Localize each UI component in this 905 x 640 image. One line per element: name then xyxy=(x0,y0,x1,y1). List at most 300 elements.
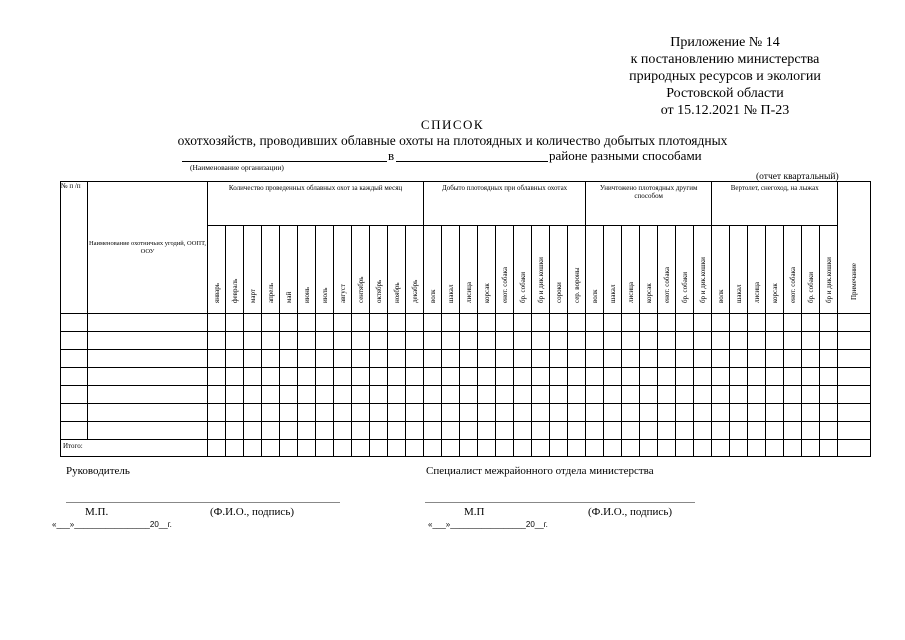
table-cell[interactable] xyxy=(316,350,334,368)
table-cell[interactable] xyxy=(478,332,496,350)
table-cell[interactable] xyxy=(514,314,532,332)
table-cell[interactable] xyxy=(532,404,550,422)
table-cell[interactable] xyxy=(568,332,586,350)
table-cell[interactable] xyxy=(88,332,208,350)
table-cell[interactable] xyxy=(730,314,748,332)
table-cell[interactable] xyxy=(730,386,748,404)
total-cell[interactable] xyxy=(586,440,604,457)
table-cell[interactable] xyxy=(244,386,262,404)
table-cell[interactable] xyxy=(622,404,640,422)
table-cell[interactable] xyxy=(550,314,568,332)
table-cell[interactable] xyxy=(388,422,406,440)
table-cell[interactable] xyxy=(838,368,871,386)
table-cell[interactable] xyxy=(694,314,712,332)
table-cell[interactable] xyxy=(586,332,604,350)
table-cell[interactable] xyxy=(766,332,784,350)
table-cell[interactable] xyxy=(712,350,730,368)
total-cell[interactable] xyxy=(550,440,568,457)
total-cell[interactable] xyxy=(622,440,640,457)
district-blank[interactable] xyxy=(396,161,548,162)
table-cell[interactable] xyxy=(586,350,604,368)
table-cell[interactable] xyxy=(748,332,766,350)
table-cell[interactable] xyxy=(604,422,622,440)
table-cell[interactable] xyxy=(550,368,568,386)
table-cell[interactable] xyxy=(208,404,226,422)
table-cell[interactable] xyxy=(442,332,460,350)
table-cell[interactable] xyxy=(460,332,478,350)
total-cell[interactable] xyxy=(442,440,460,457)
total-cell[interactable] xyxy=(262,440,280,457)
table-cell[interactable] xyxy=(424,368,442,386)
table-cell[interactable] xyxy=(298,386,316,404)
total-cell[interactable] xyxy=(352,440,370,457)
table-cell[interactable] xyxy=(406,314,424,332)
table-cell[interactable] xyxy=(514,350,532,368)
total-cell[interactable] xyxy=(712,440,730,457)
table-cell[interactable] xyxy=(694,350,712,368)
table-cell[interactable] xyxy=(550,386,568,404)
table-cell[interactable] xyxy=(61,314,88,332)
table-cell[interactable] xyxy=(622,422,640,440)
table-cell[interactable] xyxy=(478,350,496,368)
table-cell[interactable] xyxy=(208,368,226,386)
total-cell[interactable] xyxy=(334,440,352,457)
table-cell[interactable] xyxy=(730,332,748,350)
table-cell[interactable] xyxy=(802,368,820,386)
table-cell[interactable] xyxy=(352,422,370,440)
table-cell[interactable] xyxy=(802,386,820,404)
table-cell[interactable] xyxy=(532,368,550,386)
table-cell[interactable] xyxy=(784,350,802,368)
table-cell[interactable] xyxy=(496,386,514,404)
table-cell[interactable] xyxy=(496,422,514,440)
table-cell[interactable] xyxy=(61,422,88,440)
table-cell[interactable] xyxy=(676,368,694,386)
total-cell[interactable] xyxy=(316,440,334,457)
table-cell[interactable] xyxy=(280,404,298,422)
table-cell[interactable] xyxy=(820,332,838,350)
total-cell[interactable] xyxy=(514,440,532,457)
table-cell[interactable] xyxy=(334,332,352,350)
table-cell[interactable] xyxy=(280,422,298,440)
table-cell[interactable] xyxy=(802,314,820,332)
table-cell[interactable] xyxy=(406,368,424,386)
table-cell[interactable] xyxy=(712,386,730,404)
table-cell[interactable] xyxy=(532,350,550,368)
right-signature-line[interactable] xyxy=(425,502,695,503)
table-cell[interactable] xyxy=(838,422,871,440)
table-cell[interactable] xyxy=(208,386,226,404)
table-cell[interactable] xyxy=(424,314,442,332)
total-cell[interactable] xyxy=(460,440,478,457)
table-cell[interactable] xyxy=(676,314,694,332)
table-cell[interactable] xyxy=(568,350,586,368)
table-cell[interactable] xyxy=(802,350,820,368)
left-signature-line[interactable] xyxy=(66,502,340,503)
table-cell[interactable] xyxy=(622,350,640,368)
total-cell[interactable] xyxy=(280,440,298,457)
table-cell[interactable] xyxy=(748,404,766,422)
table-cell[interactable] xyxy=(460,386,478,404)
table-cell[interactable] xyxy=(424,332,442,350)
table-cell[interactable] xyxy=(478,314,496,332)
table-cell[interactable] xyxy=(61,404,88,422)
table-cell[interactable] xyxy=(622,332,640,350)
table-cell[interactable] xyxy=(784,314,802,332)
total-cell[interactable] xyxy=(748,440,766,457)
total-cell[interactable] xyxy=(676,440,694,457)
table-cell[interactable] xyxy=(352,332,370,350)
table-cell[interactable] xyxy=(676,404,694,422)
table-cell[interactable] xyxy=(748,350,766,368)
table-cell[interactable] xyxy=(586,386,604,404)
table-cell[interactable] xyxy=(586,422,604,440)
table-cell[interactable] xyxy=(640,368,658,386)
table-cell[interactable] xyxy=(748,422,766,440)
table-cell[interactable] xyxy=(298,422,316,440)
table-cell[interactable] xyxy=(784,422,802,440)
table-cell[interactable] xyxy=(514,386,532,404)
table-cell[interactable] xyxy=(406,350,424,368)
table-cell[interactable] xyxy=(88,368,208,386)
table-cell[interactable] xyxy=(88,314,208,332)
table-cell[interactable] xyxy=(712,404,730,422)
table-cell[interactable] xyxy=(334,386,352,404)
table-cell[interactable] xyxy=(838,386,871,404)
table-cell[interactable] xyxy=(208,350,226,368)
table-cell[interactable] xyxy=(676,332,694,350)
table-cell[interactable] xyxy=(298,404,316,422)
table-cell[interactable] xyxy=(766,422,784,440)
table-cell[interactable] xyxy=(820,404,838,422)
total-cell[interactable] xyxy=(424,440,442,457)
table-cell[interactable] xyxy=(352,368,370,386)
table-cell[interactable] xyxy=(61,386,88,404)
table-cell[interactable] xyxy=(388,350,406,368)
table-cell[interactable] xyxy=(262,422,280,440)
table-cell[interactable] xyxy=(61,368,88,386)
table-cell[interactable] xyxy=(550,332,568,350)
table-cell[interactable] xyxy=(676,350,694,368)
table-cell[interactable] xyxy=(766,386,784,404)
table-cell[interactable] xyxy=(640,386,658,404)
table-cell[interactable] xyxy=(658,350,676,368)
table-cell[interactable] xyxy=(442,314,460,332)
table-cell[interactable] xyxy=(784,386,802,404)
table-cell[interactable] xyxy=(658,332,676,350)
table-cell[interactable] xyxy=(460,422,478,440)
table-cell[interactable] xyxy=(730,422,748,440)
table-cell[interactable] xyxy=(370,368,388,386)
table-cell[interactable] xyxy=(676,386,694,404)
table-cell[interactable] xyxy=(61,332,88,350)
table-cell[interactable] xyxy=(226,332,244,350)
table-cell[interactable] xyxy=(640,350,658,368)
table-cell[interactable] xyxy=(712,314,730,332)
table-cell[interactable] xyxy=(712,422,730,440)
table-cell[interactable] xyxy=(568,314,586,332)
table-cell[interactable] xyxy=(262,386,280,404)
table-cell[interactable] xyxy=(298,350,316,368)
table-cell[interactable] xyxy=(658,404,676,422)
table-cell[interactable] xyxy=(478,386,496,404)
table-cell[interactable] xyxy=(442,368,460,386)
total-cell[interactable] xyxy=(478,440,496,457)
table-cell[interactable] xyxy=(226,368,244,386)
table-cell[interactable] xyxy=(802,332,820,350)
total-cell[interactable] xyxy=(730,440,748,457)
left-date[interactable]: «___»_________________20__г. xyxy=(52,520,172,529)
table-cell[interactable] xyxy=(568,386,586,404)
table-cell[interactable] xyxy=(244,404,262,422)
total-cell[interactable] xyxy=(388,440,406,457)
table-cell[interactable] xyxy=(586,404,604,422)
total-cell[interactable] xyxy=(298,440,316,457)
table-cell[interactable] xyxy=(244,368,262,386)
table-cell[interactable] xyxy=(820,368,838,386)
table-cell[interactable] xyxy=(496,350,514,368)
table-cell[interactable] xyxy=(478,422,496,440)
table-cell[interactable] xyxy=(604,404,622,422)
table-cell[interactable] xyxy=(280,314,298,332)
table-cell[interactable] xyxy=(586,368,604,386)
table-cell[interactable] xyxy=(316,422,334,440)
table-cell[interactable] xyxy=(514,404,532,422)
table-cell[interactable] xyxy=(316,314,334,332)
table-cell[interactable] xyxy=(748,314,766,332)
total-cell[interactable] xyxy=(568,440,586,457)
table-cell[interactable] xyxy=(208,422,226,440)
table-cell[interactable] xyxy=(298,368,316,386)
table-cell[interactable] xyxy=(370,386,388,404)
table-cell[interactable] xyxy=(838,404,871,422)
table-cell[interactable] xyxy=(604,368,622,386)
table-cell[interactable] xyxy=(370,422,388,440)
table-cell[interactable] xyxy=(766,404,784,422)
table-cell[interactable] xyxy=(694,422,712,440)
table-cell[interactable] xyxy=(370,404,388,422)
total-cell[interactable] xyxy=(766,440,784,457)
table-cell[interactable] xyxy=(334,350,352,368)
table-cell[interactable] xyxy=(496,404,514,422)
table-cell[interactable] xyxy=(766,314,784,332)
table-cell[interactable] xyxy=(262,350,280,368)
total-cell[interactable] xyxy=(370,440,388,457)
table-cell[interactable] xyxy=(352,404,370,422)
table-cell[interactable] xyxy=(622,314,640,332)
table-cell[interactable] xyxy=(334,404,352,422)
table-cell[interactable] xyxy=(748,368,766,386)
right-date[interactable]: «___»_________________20__г. xyxy=(428,520,548,529)
table-cell[interactable] xyxy=(262,368,280,386)
table-cell[interactable] xyxy=(244,422,262,440)
total-cell[interactable] xyxy=(640,440,658,457)
table-cell[interactable] xyxy=(352,314,370,332)
table-cell[interactable] xyxy=(820,350,838,368)
table-cell[interactable] xyxy=(460,350,478,368)
table-cell[interactable] xyxy=(496,332,514,350)
total-cell[interactable] xyxy=(244,440,262,457)
table-cell[interactable] xyxy=(460,404,478,422)
table-cell[interactable] xyxy=(262,332,280,350)
table-cell[interactable] xyxy=(88,350,208,368)
table-cell[interactable] xyxy=(244,350,262,368)
table-cell[interactable] xyxy=(226,422,244,440)
table-cell[interactable] xyxy=(424,350,442,368)
total-cell[interactable] xyxy=(694,440,712,457)
total-cell[interactable] xyxy=(226,440,244,457)
table-cell[interactable] xyxy=(640,404,658,422)
table-cell[interactable] xyxy=(208,332,226,350)
table-cell[interactable] xyxy=(406,422,424,440)
table-cell[interactable] xyxy=(280,350,298,368)
table-cell[interactable] xyxy=(280,386,298,404)
table-cell[interactable] xyxy=(88,386,208,404)
table-cell[interactable] xyxy=(406,404,424,422)
table-cell[interactable] xyxy=(352,350,370,368)
total-cell[interactable] xyxy=(802,440,820,457)
table-cell[interactable] xyxy=(838,314,871,332)
table-cell[interactable] xyxy=(640,422,658,440)
table-cell[interactable] xyxy=(568,404,586,422)
table-cell[interactable] xyxy=(640,314,658,332)
table-cell[interactable] xyxy=(694,404,712,422)
table-cell[interactable] xyxy=(532,314,550,332)
table-cell[interactable] xyxy=(226,350,244,368)
table-cell[interactable] xyxy=(676,422,694,440)
table-cell[interactable] xyxy=(388,332,406,350)
table-cell[interactable] xyxy=(694,368,712,386)
table-cell[interactable] xyxy=(352,386,370,404)
table-cell[interactable] xyxy=(694,332,712,350)
table-cell[interactable] xyxy=(316,386,334,404)
table-cell[interactable] xyxy=(370,350,388,368)
table-cell[interactable] xyxy=(424,404,442,422)
table-cell[interactable] xyxy=(784,368,802,386)
table-cell[interactable] xyxy=(88,404,208,422)
table-cell[interactable] xyxy=(532,422,550,440)
table-cell[interactable] xyxy=(370,314,388,332)
table-cell[interactable] xyxy=(280,332,298,350)
table-cell[interactable] xyxy=(226,404,244,422)
table-cell[interactable] xyxy=(280,368,298,386)
total-cell[interactable] xyxy=(208,440,226,457)
table-cell[interactable] xyxy=(622,368,640,386)
total-cell[interactable] xyxy=(532,440,550,457)
table-cell[interactable] xyxy=(658,368,676,386)
table-cell[interactable] xyxy=(730,404,748,422)
table-cell[interactable] xyxy=(568,368,586,386)
total-cell[interactable] xyxy=(604,440,622,457)
table-cell[interactable] xyxy=(532,386,550,404)
table-cell[interactable] xyxy=(820,422,838,440)
table-cell[interactable] xyxy=(478,368,496,386)
table-cell[interactable] xyxy=(514,332,532,350)
table-cell[interactable] xyxy=(298,332,316,350)
table-cell[interactable] xyxy=(568,422,586,440)
table-cell[interactable] xyxy=(316,404,334,422)
table-cell[interactable] xyxy=(388,368,406,386)
table-cell[interactable] xyxy=(712,332,730,350)
total-cell[interactable] xyxy=(838,440,871,457)
table-cell[interactable] xyxy=(496,314,514,332)
org-name-blank[interactable] xyxy=(182,161,387,162)
table-cell[interactable] xyxy=(406,332,424,350)
table-cell[interactable] xyxy=(334,314,352,332)
table-cell[interactable] xyxy=(370,332,388,350)
table-cell[interactable] xyxy=(838,350,871,368)
table-cell[interactable] xyxy=(658,386,676,404)
table-cell[interactable] xyxy=(244,332,262,350)
table-cell[interactable] xyxy=(478,404,496,422)
table-cell[interactable] xyxy=(766,368,784,386)
table-cell[interactable] xyxy=(658,422,676,440)
table-cell[interactable] xyxy=(550,422,568,440)
table-cell[interactable] xyxy=(88,422,208,440)
total-cell[interactable] xyxy=(496,440,514,457)
table-cell[interactable] xyxy=(784,332,802,350)
total-cell[interactable] xyxy=(820,440,838,457)
table-cell[interactable] xyxy=(208,314,226,332)
total-cell[interactable] xyxy=(406,440,424,457)
table-cell[interactable] xyxy=(316,368,334,386)
table-cell[interactable] xyxy=(388,404,406,422)
table-cell[interactable] xyxy=(442,350,460,368)
table-cell[interactable] xyxy=(442,422,460,440)
table-cell[interactable] xyxy=(424,422,442,440)
table-cell[interactable] xyxy=(442,404,460,422)
table-cell[interactable] xyxy=(406,386,424,404)
table-cell[interactable] xyxy=(604,350,622,368)
table-cell[interactable] xyxy=(298,314,316,332)
table-cell[interactable] xyxy=(604,332,622,350)
table-cell[interactable] xyxy=(334,368,352,386)
table-cell[interactable] xyxy=(550,404,568,422)
table-cell[interactable] xyxy=(514,368,532,386)
table-cell[interactable] xyxy=(442,386,460,404)
table-cell[interactable] xyxy=(586,314,604,332)
table-cell[interactable] xyxy=(334,422,352,440)
table-cell[interactable] xyxy=(244,314,262,332)
table-cell[interactable] xyxy=(802,404,820,422)
table-cell[interactable] xyxy=(730,368,748,386)
table-cell[interactable] xyxy=(766,350,784,368)
table-cell[interactable] xyxy=(820,314,838,332)
table-cell[interactable] xyxy=(388,386,406,404)
table-cell[interactable] xyxy=(496,368,514,386)
table-cell[interactable] xyxy=(820,386,838,404)
table-cell[interactable] xyxy=(226,386,244,404)
table-cell[interactable] xyxy=(748,386,766,404)
table-cell[interactable] xyxy=(460,314,478,332)
table-cell[interactable] xyxy=(712,368,730,386)
table-cell[interactable] xyxy=(532,332,550,350)
table-cell[interactable] xyxy=(604,386,622,404)
table-cell[interactable] xyxy=(226,314,244,332)
table-cell[interactable] xyxy=(658,314,676,332)
table-cell[interactable] xyxy=(262,314,280,332)
table-cell[interactable] xyxy=(514,422,532,440)
table-cell[interactable] xyxy=(316,332,334,350)
table-cell[interactable] xyxy=(622,386,640,404)
table-cell[interactable] xyxy=(694,386,712,404)
table-cell[interactable] xyxy=(604,314,622,332)
table-cell[interactable] xyxy=(784,404,802,422)
total-cell[interactable] xyxy=(658,440,676,457)
table-cell[interactable] xyxy=(802,422,820,440)
table-cell[interactable] xyxy=(730,350,748,368)
table-cell[interactable] xyxy=(262,404,280,422)
